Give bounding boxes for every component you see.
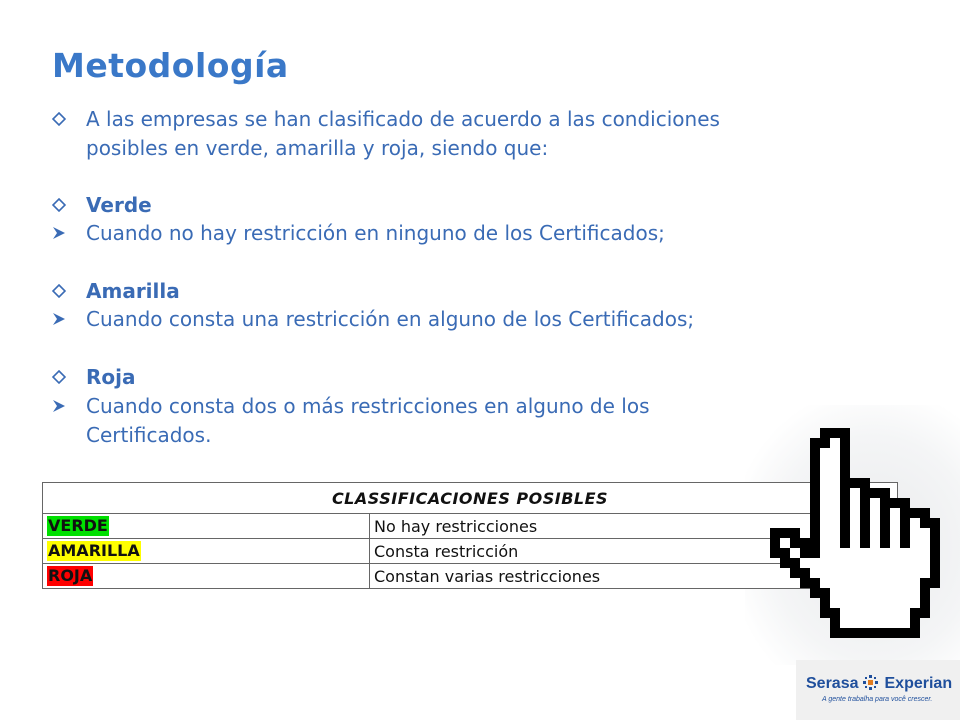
arrow-bullet-icon — [50, 393, 68, 419]
arrow-bullet-icon — [50, 306, 68, 332]
section-description-roja-line2: Certificados. — [86, 423, 212, 447]
section-heading-roja: Roja — [86, 365, 136, 389]
diamond-bullet-icon — [50, 364, 68, 390]
arrow-bullet-icon — [50, 220, 68, 246]
table-cell-label — [43, 514, 370, 539]
intro-text-line2: posibles en verde, amarilla y roja, siendo que: — [86, 136, 549, 160]
section-description-amarilla: Cuando consta una restricción en alguno de los Certificados; — [86, 307, 695, 331]
intro-text-line1: A las empresas se han clasificado de acuerdo a las condiciones — [86, 107, 720, 131]
status-badge-roja: ROJA — [48, 566, 93, 585]
section-heading-amarilla: Amarilla — [86, 279, 180, 303]
diamond-bullet-icon — [50, 192, 68, 218]
logo-text-experian: Experian — [884, 675, 953, 692]
table-cell-value: Constan varias restricciones — [370, 564, 898, 589]
status-badge-amarilla: AMARILLA — [48, 541, 140, 560]
table-cell-label — [43, 539, 370, 564]
table-cell-value: No hay restricciones — [370, 514, 898, 539]
hand-pointer-icon — [770, 428, 940, 648]
table-cell-value: Consta restricción — [370, 539, 898, 564]
table-header: CLASSIFICACIONES POSIBLES — [43, 483, 898, 514]
logo-text-serasa: Serasa — [806, 675, 859, 692]
status-badge-verde: VERDE — [48, 516, 108, 535]
table-cell-label — [43, 564, 370, 589]
page-title: Metodología — [52, 46, 289, 85]
logo-dots-icon — [862, 674, 882, 694]
diamond-bullet-icon — [50, 106, 68, 132]
logo-tagline: A gente trabalha para você crescer. — [822, 696, 933, 703]
section-heading-verde: Verde — [86, 193, 152, 217]
serasa-experian-logo — [806, 674, 952, 703]
section-description-verde: Cuando no hay restricción en ninguno de los Certificados; — [86, 221, 665, 245]
section-description-roja-line1: Cuando consta dos o más restricciones en alguno de los — [86, 394, 650, 418]
diamond-bullet-icon — [50, 278, 68, 304]
